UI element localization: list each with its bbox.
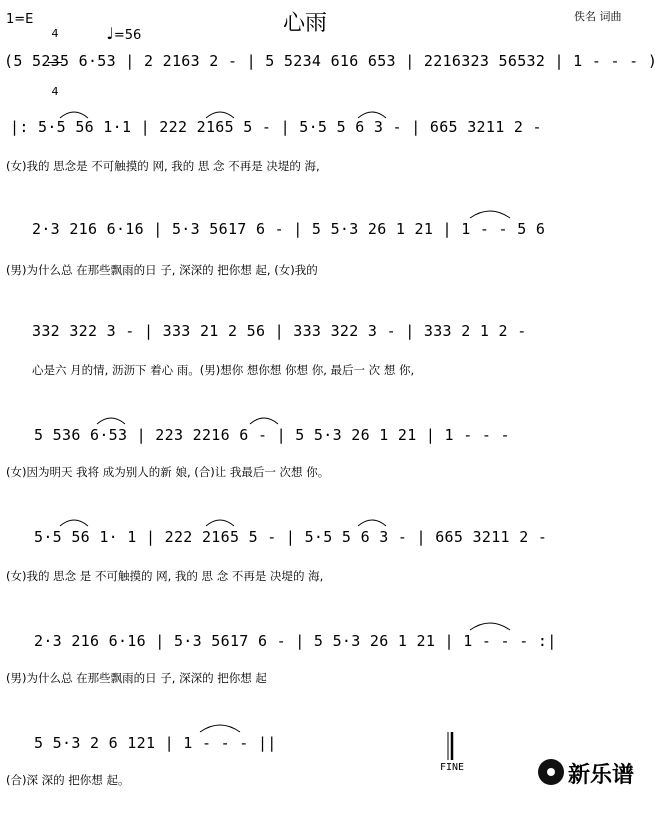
staff-row-8-notes: 5 5·3 2 6 121 | 1 - - - || <box>34 734 277 752</box>
time-top: 4 <box>51 27 59 40</box>
lyric-row-5: (女)因为明天 我将 成为别人的新 娘, (合)让 我最后一 次想 你。 <box>6 465 330 479</box>
time-bottom: 4 <box>51 85 59 98</box>
fine-marking: FINE <box>440 762 465 773</box>
lyric-row-7: (男)为什么总 在那些飘雨的日 子, 深深的 把你想 起 <box>6 671 267 685</box>
lyric-row-2: (女)我的 思念是 不可触摸的 网, 我的 思 念 不再是 决堤的 海, <box>6 159 320 173</box>
author-credit: 佚名 词曲 <box>574 10 622 23</box>
song-title: 心雨 <box>283 11 328 36</box>
staff-row-5-notes: 5 536 6·53 | 223 2216 6 - | 5 5·3 26 1 21 | 1 - - - <box>34 426 510 444</box>
key-signature: 1=E <box>6 12 34 27</box>
lyric-row-3: (男)为什么总 在那些飘雨的日 子, 深深的 把你想 起, (女)我的 <box>6 263 318 277</box>
lyric-row-8: (合)深 深的 把你想 起。 <box>6 773 130 787</box>
lyric-row-6: (女)我的 思念 是 不可触摸的 网, 我的 思 念 不再是 决堤的 海, <box>6 569 324 583</box>
lyric-row-4: 心是六 月的情, 沥沥下 着心 雨。(男)想你 想你想 你想 你, 最后一 次 想 你, <box>32 363 415 377</box>
staff-row-7-notes: 2·3 216 6·16 | 5·3 5617 6 - | 5 5·3 26 1 21 | 1 - - - :| <box>34 632 557 650</box>
staff-row-1-notes: (5 5235 6·53 | 2 2163 2 - | 5 5234 616 653 | 2216323 56532 | 1 - - - ) <box>4 52 658 70</box>
site-logo <box>538 756 656 790</box>
logo-text: 新乐谱 <box>568 763 635 788</box>
disc-icon <box>538 759 564 785</box>
tempo-marking: ♩=56 <box>106 24 142 43</box>
quarter-note-icon: ♩ <box>106 24 114 43</box>
staff-row-6-notes: 5·5 56 1· 1 | 222 2165 5 - | 5·5 5 6 3 - | 665 3211 2 - <box>34 528 548 546</box>
staff-row-3-notes: 2·3 216 6·16 | 5·3 5617 6 - | 5 5·3 26 1 21 | 1 - - 5 6 <box>32 220 546 238</box>
staff-row-2-notes: |: 5·5 56 1·1 | 222 2165 5 - | 5·5 5 6 3 - | 665 3211 2 - <box>10 118 542 136</box>
staff-row-4-notes: 332 322 3 - | 333 21 2 56 | 333 322 3 - | 333 2 1 2 - <box>32 322 527 340</box>
